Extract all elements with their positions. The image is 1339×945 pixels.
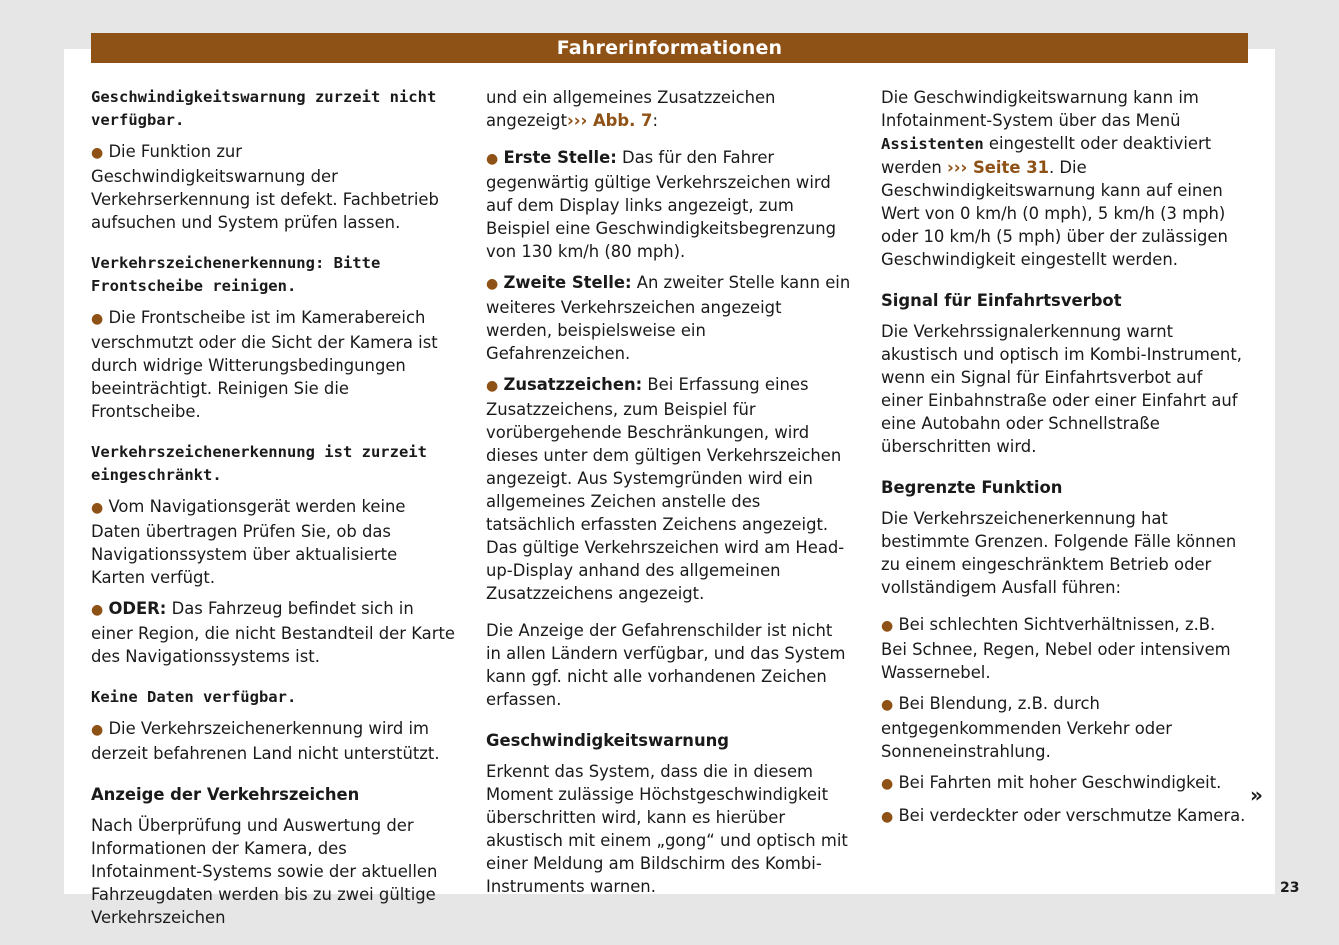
body-paragraph: Die Anzeige der Gefahrenschilder ist nicht in allen Ländern verfügbar, und das System kann ggf. nicht alle vorhandenen Zeichen erfassen. xyxy=(486,621,846,709)
bullet-paragraph: ● Die Verkehrszeichenerkennung wird im derzeit befahrenen Land nicht unterstützt. xyxy=(91,719,440,763)
bullet-dot-icon: ● xyxy=(881,809,894,825)
section-header: Fahrerinformationen xyxy=(91,33,1248,63)
bullet-dot-icon: ● xyxy=(91,311,104,327)
continue-arrow-icon: » xyxy=(1250,783,1263,807)
message-heading: Keine Daten verfügbar. xyxy=(91,688,297,706)
bullet-paragraph: ● Zweite Stelle: An zweiter Stelle kann ein weiteres Verkehrszeichen angezeigt werden, beispielsweise ein Gefahrenzeichen. xyxy=(486,273,851,363)
column-left xyxy=(91,86,456,929)
bullet-paragraph: ● Bei Fahrten mit hoher Geschwindigkeit. xyxy=(881,773,1222,792)
message-heading: Geschwindigkeitswarnung zurzeit nicht verfügbar. xyxy=(91,88,437,129)
bullet-paragraph: ● Erste Stelle: Das für den Fahrer gegenwärtig gültige Verkehrszeichen wird auf dem Display links angezeigt, zum Beispiel eine Geschwindigkeitsbegrenzung von 130 km/h (80 mph). xyxy=(486,148,837,261)
body-paragraph: Die Verkehrssignalerkennung warnt akustisch und optisch im Kombi-Instrument, wenn ein Signal für Einfahrtsverbot auf einer Einbahnstraße oder einer Einfahrt auf eine Autobahn oder Schnellstraße überschritten wird. xyxy=(881,322,1242,456)
bullet-paragraph: ● ODER: Das Fahrzeug befindet sich in einer Region, die nicht Bestandteil der Karte des Navigationssystems ist. xyxy=(91,599,455,666)
bullet-dot-icon: ● xyxy=(91,145,104,161)
body-paragraph: und ein allgemeines Zusatzzeichen angezeigt››› Abb. 7: xyxy=(486,88,776,130)
page-number: 23 xyxy=(1280,880,1300,896)
bullet-dot-icon: ● xyxy=(486,378,499,394)
body-paragraph: Die Geschwindigkeitswarnung kann im Infotainment-System über das Menü Assistenten eingestellt oder deaktiviert werden ››› Seite 31. Die Geschwindigkeitswarnung kann auf einen Wert von 0 km/h (0 mph), 5 km/h (3 mph) oder 10 km/h (5 mph) über der zulässigen Geschwindigkeit eingestellt werden. xyxy=(881,88,1228,269)
bullet-dot-icon: ● xyxy=(486,276,499,292)
section-heading: Geschwindigkeitswarnung xyxy=(486,731,730,750)
bullet-paragraph: ● Die Frontscheibe ist im Kamerabereich verschmutzt oder die Sicht der Kamera ist durch widrige Witterungsbedingungen beeinträchtigt. Reinigen Sie die Frontscheibe. xyxy=(91,308,438,421)
message-heading: Verkehrszeichenerkennung ist zurzeit eingeschränkt. xyxy=(91,443,427,484)
bullet-dot-icon: ● xyxy=(881,618,894,634)
menu-name: Assistenten xyxy=(881,135,984,153)
bullet-paragraph: ● Bei verdeckter oder verschmutze Kamera. xyxy=(881,806,1246,825)
bullet-dot-icon: ● xyxy=(91,500,104,516)
body-paragraph: Die Verkehrszeichenerkennung hat bestimmte Grenzen. Folgende Fälle können zu einem eingeschränktem Betrieb oder vollständigem Ausfall führen: xyxy=(881,509,1237,597)
body-paragraph: Erkennt das System, dass die in diesem Moment zulässige Höchstgeschwindigkeit überschritten wird, kann es hierüber akustisch mit einem „gong“ und optisch mit einer Meldung am Bildschirm des Kombi-Instruments warnen. xyxy=(486,762,848,896)
bullet-dot-icon: ● xyxy=(486,151,499,167)
column-right xyxy=(881,86,1246,829)
section-heading: Begrenzte Funktion xyxy=(881,478,1063,497)
bullet-dot-icon: ● xyxy=(881,697,894,713)
message-heading: Verkehrszeichenerkennung: Bitte Frontscheibe reinigen. xyxy=(91,254,381,295)
bullet-paragraph: ● Die Funktion zur Geschwindigkeitswarnung der Verkehrserkennung ist defekt. Fachbetrieb aufsuchen und System prüfen lassen. xyxy=(91,142,439,232)
bullet-paragraph: ● Bei schlechten Sichtverhältnissen, z.B. Bei Schnee, Regen, Nebel oder intensivem Wassernebel. xyxy=(881,615,1231,682)
bullet-paragraph: ● Bei Blendung, z.B. durch entgegenkommenden Verkehr oder Sonneneinstrahlung. xyxy=(881,694,1173,761)
bullet-paragraph: ● Zusatzzeichen: Bei Erfassung eines Zusatzzeichens, zum Beispiel für vorübergehende Beschränkungen, wird dieses unter dem gültigen Verkehrszeichen angezeigt. Aus Systemgründen wird ein allgemeines Zeichen anstelle des tatsächlich erfassten Zeichens angezeigt. Das gültige Verkehrszeichen wird am Head-up-Display anhand des allgemeinen Zusatzzeichens angezeigt. xyxy=(486,375,845,603)
body-paragraph: Nach Überprüfung und Auswertung der Informationen der Kamera, des Infotainment-Systems sowie der aktuellen Fahrzeugdaten werden bis zu zwei gültige Verkehrszeichen xyxy=(91,816,438,927)
section-heading: Signal für Einfahrtsverbot xyxy=(881,291,1122,310)
bullet-dot-icon: ● xyxy=(91,722,104,738)
section-heading: Anzeige der Verkehrszeichen xyxy=(91,785,360,804)
bullet-dot-icon: ● xyxy=(881,776,894,792)
page-reference-link[interactable]: ››› Seite 31 xyxy=(947,158,1050,177)
column-middle xyxy=(486,86,851,898)
figure-reference-link[interactable]: ››› Abb. 7 xyxy=(567,111,653,130)
bullet-paragraph: ● Vom Navigationsgerät werden keine Daten übertragen Prüfen Sie, ob das Navigationssystem über aktualisierte Karten verfügt. xyxy=(91,497,406,587)
bullet-dot-icon: ● xyxy=(91,602,104,618)
